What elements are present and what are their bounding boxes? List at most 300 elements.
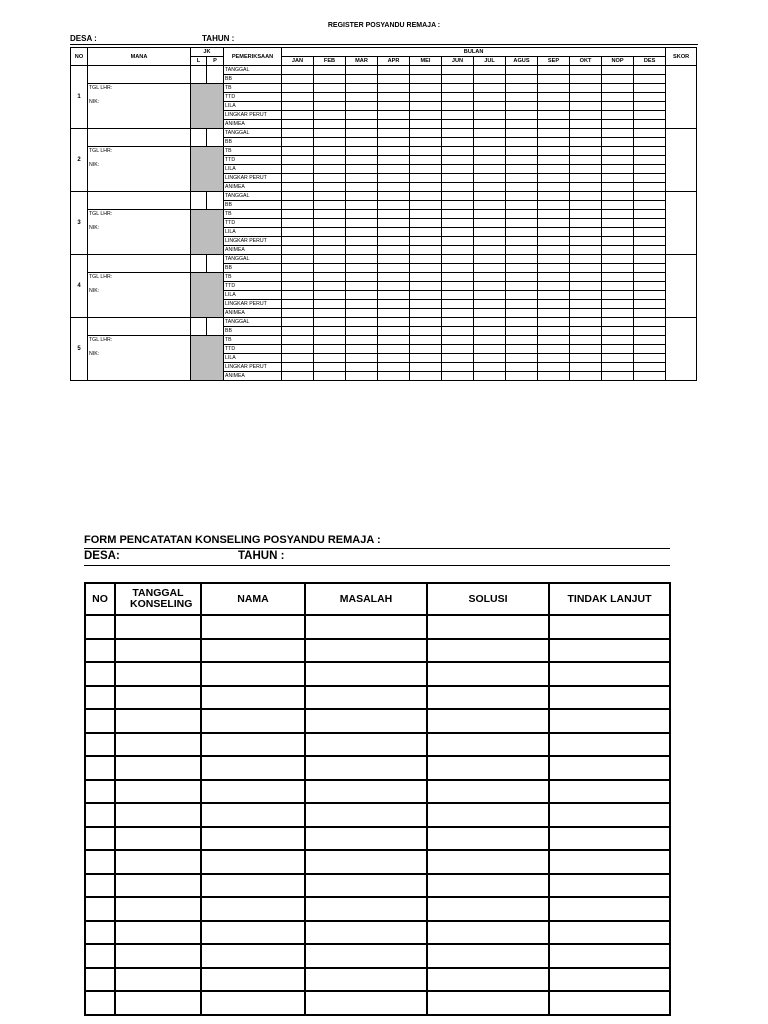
month-cell[interactable] (538, 147, 570, 156)
month-cell[interactable] (378, 93, 410, 102)
month-cell[interactable] (410, 246, 442, 255)
month-cell[interactable] (538, 93, 570, 102)
month-cell[interactable] (570, 363, 602, 372)
month-cell[interactable] (314, 111, 346, 120)
month-cell[interactable] (602, 66, 634, 75)
skor-cell[interactable] (666, 129, 697, 192)
jk-p-cell[interactable] (207, 129, 224, 147)
month-cell[interactable] (602, 147, 634, 156)
month-cell[interactable] (634, 282, 666, 291)
month-cell[interactable] (506, 201, 538, 210)
month-cell[interactable] (378, 354, 410, 363)
month-cell[interactable] (506, 336, 538, 345)
month-cell[interactable] (634, 246, 666, 255)
month-cell[interactable] (346, 300, 378, 309)
month-cell[interactable] (442, 327, 474, 336)
jk-p-cell[interactable] (207, 66, 224, 84)
month-cell[interactable] (378, 228, 410, 237)
month-cell[interactable] (314, 264, 346, 273)
month-cell[interactable] (634, 183, 666, 192)
month-cell[interactable] (282, 318, 314, 327)
month-cell[interactable] (474, 201, 506, 210)
konseling-cell[interactable] (201, 991, 305, 1015)
month-cell[interactable] (410, 75, 442, 84)
konseling-cell[interactable] (85, 921, 115, 945)
month-cell[interactable] (442, 228, 474, 237)
month-cell[interactable] (634, 75, 666, 84)
konseling-cell[interactable] (115, 756, 201, 780)
month-cell[interactable] (506, 246, 538, 255)
month-cell[interactable] (602, 309, 634, 318)
konseling-cell[interactable] (549, 709, 670, 733)
konseling-cell[interactable] (305, 968, 427, 992)
konseling-cell[interactable] (85, 827, 115, 851)
month-cell[interactable] (634, 66, 666, 75)
konseling-cell[interactable] (427, 803, 549, 827)
month-cell[interactable] (506, 129, 538, 138)
month-cell[interactable] (442, 210, 474, 219)
konseling-cell[interactable] (305, 944, 427, 968)
month-cell[interactable] (602, 372, 634, 381)
month-cell[interactable] (474, 327, 506, 336)
month-cell[interactable] (314, 363, 346, 372)
month-cell[interactable] (570, 282, 602, 291)
month-cell[interactable] (538, 192, 570, 201)
month-cell[interactable] (282, 363, 314, 372)
month-cell[interactable] (538, 111, 570, 120)
month-cell[interactable] (474, 219, 506, 228)
month-cell[interactable] (570, 318, 602, 327)
month-cell[interactable] (378, 201, 410, 210)
konseling-cell[interactable] (115, 944, 201, 968)
month-cell[interactable] (506, 327, 538, 336)
month-cell[interactable] (442, 363, 474, 372)
month-cell[interactable] (538, 228, 570, 237)
konseling-cell[interactable] (201, 803, 305, 827)
konseling-cell[interactable] (115, 897, 201, 921)
konseling-cell[interactable] (427, 991, 549, 1015)
month-cell[interactable] (410, 147, 442, 156)
month-cell[interactable] (474, 246, 506, 255)
month-cell[interactable] (410, 318, 442, 327)
month-cell[interactable] (474, 138, 506, 147)
month-cell[interactable] (346, 291, 378, 300)
month-cell[interactable] (314, 336, 346, 345)
month-cell[interactable] (378, 102, 410, 111)
konseling-cell[interactable] (427, 968, 549, 992)
month-cell[interactable] (378, 192, 410, 201)
name-cell[interactable] (88, 192, 191, 210)
month-cell[interactable] (506, 345, 538, 354)
month-cell[interactable] (570, 255, 602, 264)
konseling-cell[interactable] (115, 709, 201, 733)
month-cell[interactable] (346, 174, 378, 183)
month-cell[interactable] (282, 255, 314, 264)
konseling-cell[interactable] (85, 733, 115, 757)
month-cell[interactable] (506, 282, 538, 291)
month-cell[interactable] (634, 291, 666, 300)
konseling-cell[interactable] (549, 850, 670, 874)
month-cell[interactable] (538, 372, 570, 381)
month-cell[interactable] (282, 138, 314, 147)
month-cell[interactable] (634, 129, 666, 138)
month-cell[interactable] (538, 174, 570, 183)
konseling-cell[interactable] (85, 874, 115, 898)
month-cell[interactable] (634, 228, 666, 237)
month-cell[interactable] (506, 264, 538, 273)
month-cell[interactable] (410, 327, 442, 336)
month-cell[interactable] (570, 75, 602, 84)
name-cell[interactable] (88, 255, 191, 273)
month-cell[interactable] (474, 282, 506, 291)
month-cell[interactable] (538, 264, 570, 273)
month-cell[interactable] (570, 66, 602, 75)
month-cell[interactable] (346, 327, 378, 336)
konseling-cell[interactable] (427, 944, 549, 968)
month-cell[interactable] (506, 111, 538, 120)
month-cell[interactable] (474, 174, 506, 183)
month-cell[interactable] (378, 75, 410, 84)
month-cell[interactable] (602, 192, 634, 201)
month-cell[interactable] (346, 309, 378, 318)
name-cell[interactable] (88, 66, 191, 84)
month-cell[interactable] (442, 309, 474, 318)
month-cell[interactable] (282, 291, 314, 300)
month-cell[interactable] (282, 237, 314, 246)
name-cell[interactable] (88, 318, 191, 336)
month-cell[interactable] (570, 111, 602, 120)
konseling-cell[interactable] (549, 803, 670, 827)
month-cell[interactable] (602, 237, 634, 246)
month-cell[interactable] (538, 237, 570, 246)
month-cell[interactable] (506, 147, 538, 156)
month-cell[interactable] (602, 120, 634, 129)
month-cell[interactable] (634, 138, 666, 147)
month-cell[interactable] (602, 363, 634, 372)
konseling-cell[interactable] (85, 662, 115, 686)
month-cell[interactable] (506, 138, 538, 147)
month-cell[interactable] (474, 93, 506, 102)
konseling-cell[interactable] (201, 756, 305, 780)
month-cell[interactable] (314, 192, 346, 201)
month-cell[interactable] (346, 111, 378, 120)
month-cell[interactable] (410, 237, 442, 246)
konseling-cell[interactable] (85, 968, 115, 992)
month-cell[interactable] (442, 165, 474, 174)
month-cell[interactable] (570, 84, 602, 93)
konseling-cell[interactable] (305, 780, 427, 804)
month-cell[interactable] (602, 336, 634, 345)
month-cell[interactable] (378, 300, 410, 309)
konseling-cell[interactable] (305, 850, 427, 874)
month-cell[interactable] (282, 210, 314, 219)
month-cell[interactable] (506, 273, 538, 282)
month-cell[interactable] (314, 237, 346, 246)
konseling-cell[interactable] (85, 897, 115, 921)
month-cell[interactable] (602, 273, 634, 282)
month-cell[interactable] (538, 345, 570, 354)
month-cell[interactable] (538, 129, 570, 138)
month-cell[interactable] (378, 174, 410, 183)
month-cell[interactable] (346, 246, 378, 255)
konseling-cell[interactable] (305, 921, 427, 945)
month-cell[interactable] (506, 255, 538, 264)
konseling-cell[interactable] (305, 874, 427, 898)
month-cell[interactable] (314, 75, 346, 84)
month-cell[interactable] (634, 210, 666, 219)
month-cell[interactable] (602, 138, 634, 147)
konseling-cell[interactable] (305, 615, 427, 639)
month-cell[interactable] (474, 264, 506, 273)
month-cell[interactable] (378, 147, 410, 156)
month-cell[interactable] (506, 291, 538, 300)
month-cell[interactable] (442, 66, 474, 75)
month-cell[interactable] (474, 273, 506, 282)
month-cell[interactable] (570, 174, 602, 183)
month-cell[interactable] (634, 237, 666, 246)
month-cell[interactable] (570, 336, 602, 345)
month-cell[interactable] (570, 345, 602, 354)
month-cell[interactable] (282, 219, 314, 228)
month-cell[interactable] (442, 120, 474, 129)
month-cell[interactable] (378, 138, 410, 147)
skor-cell[interactable] (666, 192, 697, 255)
month-cell[interactable] (474, 345, 506, 354)
month-cell[interactable] (410, 174, 442, 183)
month-cell[interactable] (410, 363, 442, 372)
month-cell[interactable] (378, 363, 410, 372)
konseling-cell[interactable] (201, 615, 305, 639)
month-cell[interactable] (506, 183, 538, 192)
month-cell[interactable] (570, 93, 602, 102)
month-cell[interactable] (282, 165, 314, 174)
month-cell[interactable] (346, 129, 378, 138)
month-cell[interactable] (634, 273, 666, 282)
month-cell[interactable] (378, 219, 410, 228)
month-cell[interactable] (282, 282, 314, 291)
month-cell[interactable] (378, 210, 410, 219)
month-cell[interactable] (474, 309, 506, 318)
month-cell[interactable] (634, 255, 666, 264)
month-cell[interactable] (442, 246, 474, 255)
month-cell[interactable] (506, 372, 538, 381)
month-cell[interactable] (538, 363, 570, 372)
month-cell[interactable] (570, 192, 602, 201)
birth-nik-cell[interactable] (88, 336, 191, 381)
konseling-cell[interactable] (549, 780, 670, 804)
month-cell[interactable] (314, 210, 346, 219)
konseling-cell[interactable] (201, 874, 305, 898)
month-cell[interactable] (474, 291, 506, 300)
month-cell[interactable] (282, 228, 314, 237)
month-cell[interactable] (474, 363, 506, 372)
month-cell[interactable] (602, 93, 634, 102)
konseling-cell[interactable] (427, 686, 549, 710)
month-cell[interactable] (282, 264, 314, 273)
month-cell[interactable] (474, 300, 506, 309)
jk-l-cell[interactable] (191, 318, 207, 336)
month-cell[interactable] (346, 66, 378, 75)
month-cell[interactable] (442, 111, 474, 120)
month-cell[interactable] (570, 183, 602, 192)
month-cell[interactable] (634, 165, 666, 174)
konseling-cell[interactable] (549, 968, 670, 992)
konseling-cell[interactable] (115, 639, 201, 663)
month-cell[interactable] (538, 156, 570, 165)
month-cell[interactable] (570, 291, 602, 300)
month-cell[interactable] (378, 255, 410, 264)
konseling-cell[interactable] (85, 615, 115, 639)
month-cell[interactable] (314, 120, 346, 129)
month-cell[interactable] (282, 147, 314, 156)
month-cell[interactable] (410, 210, 442, 219)
month-cell[interactable] (346, 255, 378, 264)
month-cell[interactable] (410, 84, 442, 93)
konseling-cell[interactable] (85, 991, 115, 1015)
month-cell[interactable] (346, 183, 378, 192)
konseling-cell[interactable] (201, 709, 305, 733)
month-cell[interactable] (314, 93, 346, 102)
month-cell[interactable] (602, 183, 634, 192)
month-cell[interactable] (346, 156, 378, 165)
month-cell[interactable] (442, 372, 474, 381)
month-cell[interactable] (442, 291, 474, 300)
konseling-cell[interactable] (115, 874, 201, 898)
month-cell[interactable] (378, 336, 410, 345)
month-cell[interactable] (282, 201, 314, 210)
month-cell[interactable] (570, 327, 602, 336)
month-cell[interactable] (378, 111, 410, 120)
month-cell[interactable] (346, 192, 378, 201)
month-cell[interactable] (314, 84, 346, 93)
name-cell[interactable] (88, 129, 191, 147)
month-cell[interactable] (282, 354, 314, 363)
konseling-cell[interactable] (305, 686, 427, 710)
konseling-cell[interactable] (427, 827, 549, 851)
jk-p-cell[interactable] (207, 192, 224, 210)
month-cell[interactable] (474, 318, 506, 327)
month-cell[interactable] (602, 300, 634, 309)
month-cell[interactable] (282, 345, 314, 354)
month-cell[interactable] (282, 120, 314, 129)
month-cell[interactable] (538, 246, 570, 255)
month-cell[interactable] (410, 192, 442, 201)
month-cell[interactable] (314, 183, 346, 192)
month-cell[interactable] (538, 120, 570, 129)
month-cell[interactable] (410, 120, 442, 129)
konseling-cell[interactable] (201, 662, 305, 686)
month-cell[interactable] (442, 255, 474, 264)
month-cell[interactable] (474, 120, 506, 129)
month-cell[interactable] (346, 201, 378, 210)
konseling-cell[interactable] (201, 780, 305, 804)
month-cell[interactable] (314, 291, 346, 300)
jk-l-cell[interactable] (191, 66, 207, 84)
month-cell[interactable] (506, 354, 538, 363)
month-cell[interactable] (314, 219, 346, 228)
month-cell[interactable] (538, 102, 570, 111)
month-cell[interactable] (442, 129, 474, 138)
month-cell[interactable] (602, 102, 634, 111)
month-cell[interactable] (410, 111, 442, 120)
month-cell[interactable] (282, 327, 314, 336)
skor-cell[interactable] (666, 255, 697, 318)
month-cell[interactable] (602, 156, 634, 165)
month-cell[interactable] (410, 282, 442, 291)
month-cell[interactable] (634, 93, 666, 102)
month-cell[interactable] (570, 264, 602, 273)
konseling-cell[interactable] (115, 991, 201, 1015)
month-cell[interactable] (506, 309, 538, 318)
konseling-cell[interactable] (85, 803, 115, 827)
month-cell[interactable] (282, 84, 314, 93)
month-cell[interactable] (538, 273, 570, 282)
konseling-cell[interactable] (85, 944, 115, 968)
month-cell[interactable] (346, 282, 378, 291)
month-cell[interactable] (506, 210, 538, 219)
month-cell[interactable] (314, 165, 346, 174)
konseling-cell[interactable] (305, 709, 427, 733)
month-cell[interactable] (602, 291, 634, 300)
month-cell[interactable] (570, 147, 602, 156)
konseling-cell[interactable] (549, 991, 670, 1015)
month-cell[interactable] (538, 327, 570, 336)
month-cell[interactable] (602, 354, 634, 363)
month-cell[interactable] (378, 66, 410, 75)
month-cell[interactable] (346, 165, 378, 174)
month-cell[interactable] (410, 228, 442, 237)
month-cell[interactable] (506, 237, 538, 246)
month-cell[interactable] (410, 66, 442, 75)
month-cell[interactable] (538, 183, 570, 192)
month-cell[interactable] (474, 354, 506, 363)
konseling-cell[interactable] (427, 639, 549, 663)
month-cell[interactable] (570, 210, 602, 219)
skor-cell[interactable] (666, 318, 697, 381)
month-cell[interactable] (474, 237, 506, 246)
month-cell[interactable] (474, 129, 506, 138)
month-cell[interactable] (634, 219, 666, 228)
konseling-cell[interactable] (115, 968, 201, 992)
month-cell[interactable] (442, 282, 474, 291)
konseling-cell[interactable] (115, 780, 201, 804)
month-cell[interactable] (538, 291, 570, 300)
konseling-cell[interactable] (201, 897, 305, 921)
month-cell[interactable] (346, 318, 378, 327)
konseling-cell[interactable] (201, 944, 305, 968)
month-cell[interactable] (634, 327, 666, 336)
month-cell[interactable] (314, 138, 346, 147)
konseling-cell[interactable] (305, 639, 427, 663)
month-cell[interactable] (346, 210, 378, 219)
month-cell[interactable] (442, 174, 474, 183)
month-cell[interactable] (506, 318, 538, 327)
month-cell[interactable] (314, 156, 346, 165)
month-cell[interactable] (506, 93, 538, 102)
konseling-cell[interactable] (115, 803, 201, 827)
month-cell[interactable] (442, 138, 474, 147)
month-cell[interactable] (570, 246, 602, 255)
month-cell[interactable] (570, 129, 602, 138)
month-cell[interactable] (346, 336, 378, 345)
month-cell[interactable] (282, 111, 314, 120)
konseling-cell[interactable] (305, 662, 427, 686)
month-cell[interactable] (538, 282, 570, 291)
month-cell[interactable] (602, 345, 634, 354)
konseling-cell[interactable] (85, 780, 115, 804)
month-cell[interactable] (442, 147, 474, 156)
month-cell[interactable] (442, 237, 474, 246)
